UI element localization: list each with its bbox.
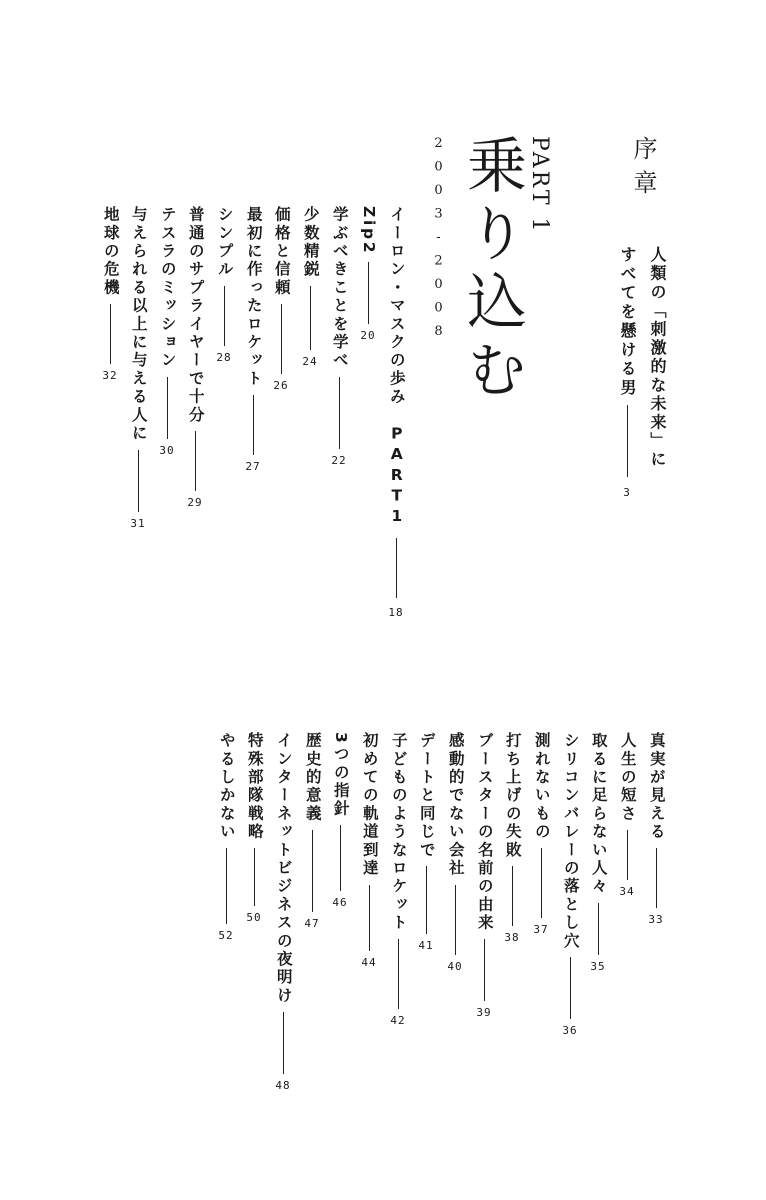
toc-entry[interactable] xyxy=(300,206,320,367)
entry-label: 普通のサプライヤーで十分 xyxy=(186,206,205,425)
page-number: 47 xyxy=(304,917,320,930)
entry-label: 人生の短さ xyxy=(618,732,637,823)
toc-entry[interactable] xyxy=(359,732,379,968)
leader-rule xyxy=(398,939,399,1009)
page-number: 46 xyxy=(332,896,348,910)
toc-entry[interactable] xyxy=(358,206,378,341)
toc-entry[interactable] xyxy=(273,732,293,1091)
leader-rule xyxy=(484,939,485,1001)
part-years: 2003-2008 xyxy=(431,136,446,348)
entry-label: 価格と信頼 xyxy=(272,206,291,297)
jo-heading: 序章 xyxy=(629,136,657,204)
page-number: 44 xyxy=(361,955,377,969)
page-number: 52 xyxy=(218,929,234,943)
entry-label: 取るに足らない人々 xyxy=(589,732,608,896)
page-number: 18 xyxy=(388,605,404,619)
toc-entry[interactable] xyxy=(386,206,406,618)
entry-label: 最初に作ったロケット xyxy=(244,206,263,388)
entry-label: 与えられる以上に与える人に xyxy=(129,206,148,443)
leader-rule xyxy=(426,866,427,934)
page-number: 26 xyxy=(273,379,289,392)
toc-entry[interactable] xyxy=(474,732,494,1018)
page-number: 30 xyxy=(159,443,175,457)
part-title: 乗り込む xyxy=(457,134,527,406)
leader-rule xyxy=(138,450,139,512)
page-number: 34 xyxy=(619,885,635,898)
entry-label: 真実が見える xyxy=(647,732,666,842)
entry-label: ブースターの名前の由来 xyxy=(475,732,494,933)
entry-label: やるしかない xyxy=(217,732,236,842)
toc-entry[interactable] xyxy=(302,732,322,929)
page-number: 31 xyxy=(130,516,146,530)
entry-label: Zip2 xyxy=(359,206,378,256)
toc-entry[interactable] xyxy=(271,206,291,391)
leader-rule xyxy=(396,538,397,598)
page-number: 29 xyxy=(187,496,203,510)
leader-rule xyxy=(541,848,542,918)
page-number: 50 xyxy=(246,911,262,925)
leader-rule xyxy=(224,286,225,346)
toc-entry[interactable] xyxy=(560,732,580,1036)
page-number: 37 xyxy=(533,923,549,937)
entry-label: 子どものようなロケット xyxy=(389,732,408,933)
toc-entry[interactable] xyxy=(416,732,436,951)
part-label: PART 1 xyxy=(527,136,552,235)
toc-entry[interactable] xyxy=(531,732,551,935)
prologue-line-1[interactable]: 人類の「刺激的な未来」に xyxy=(648,246,667,470)
entry-label: インターネットビジネスの夜明け xyxy=(274,732,293,1005)
leader-rule xyxy=(283,1012,284,1074)
toc-entry[interactable] xyxy=(214,206,234,363)
toc-entry[interactable] xyxy=(185,206,205,508)
page-number: 28 xyxy=(216,350,232,364)
entry-label: シリコンバレーの落とし穴 xyxy=(561,732,580,951)
leader-rule xyxy=(656,848,657,908)
entry-label: シンプル xyxy=(215,206,234,279)
leader-rule xyxy=(339,377,340,449)
page-number: 3 xyxy=(623,486,631,499)
leader-rule xyxy=(512,866,513,926)
page-number: 33 xyxy=(648,913,664,927)
leader-rule xyxy=(570,957,571,1019)
entry-label: テスラのミッション xyxy=(158,206,177,370)
leader-rule xyxy=(226,848,227,924)
toc-entry[interactable] xyxy=(445,732,465,972)
toc-entry[interactable] xyxy=(502,732,522,943)
leader-rule xyxy=(368,262,369,324)
entry-label: 初めての軌道到達 xyxy=(360,732,379,878)
leader-rule xyxy=(627,830,628,880)
page-number: 24 xyxy=(302,354,318,368)
toc-entry[interactable] xyxy=(617,732,637,897)
page-number: 35 xyxy=(590,959,606,973)
toc-entry[interactable] xyxy=(157,206,177,456)
page-number: 36 xyxy=(562,1024,578,1038)
entry-label: 学ぶべきことを学べ xyxy=(330,206,349,370)
toc-entry[interactable] xyxy=(646,732,666,925)
page-number: 48 xyxy=(275,1079,291,1092)
leader-rule xyxy=(369,885,370,951)
leader-rule xyxy=(310,286,311,350)
prologue-line-2: すべてを懸ける男 xyxy=(618,246,637,398)
leader-rule xyxy=(455,885,456,955)
page-number: 41 xyxy=(418,939,434,953)
toc-entry[interactable] xyxy=(243,206,263,472)
leader-rule xyxy=(253,395,254,455)
leader-rule xyxy=(598,903,599,955)
toc-entry[interactable] xyxy=(329,206,349,466)
page-number: 32 xyxy=(102,369,118,382)
leader-rule xyxy=(627,405,628,477)
toc-entry[interactable] xyxy=(388,732,408,1026)
leader-rule xyxy=(312,830,313,912)
page-number: 40 xyxy=(447,959,463,973)
entry-label: 特殊部隊戦略 xyxy=(245,732,264,842)
leader-rule xyxy=(195,431,196,491)
page-number: 27 xyxy=(245,460,261,473)
leader-rule xyxy=(281,304,282,374)
toc-entry[interactable] xyxy=(216,732,236,941)
entry-label: 地球の危機 xyxy=(101,206,120,297)
leader-rule xyxy=(254,848,255,906)
entry-label: デートと同じで xyxy=(417,732,436,860)
toc-entry[interactable] xyxy=(100,206,120,381)
leader-rule xyxy=(340,825,341,891)
entry-label: 打ち上げの失敗 xyxy=(503,732,522,860)
entry-label: 3つの指針 xyxy=(331,732,350,819)
page-number: 42 xyxy=(390,1014,406,1028)
entry-label: 歴史的意義 xyxy=(303,732,322,823)
page-number: 38 xyxy=(504,931,520,945)
entry-label: 少数精鋭 xyxy=(301,206,320,279)
leader-rule xyxy=(167,377,168,439)
entry-label: 測れないもの xyxy=(532,732,551,842)
page-number: 20 xyxy=(360,329,376,343)
entry-label: イーロン・マスクの歩み PART1 xyxy=(387,206,406,528)
toc-entry[interactable] xyxy=(244,732,264,923)
leader-rule xyxy=(110,304,111,364)
page-number: 22 xyxy=(331,453,347,467)
prologue-entry[interactable] xyxy=(617,246,637,498)
toc-entry[interactable] xyxy=(128,206,148,529)
toc-entry[interactable] xyxy=(588,732,608,972)
entry-label: 感動的でない会社 xyxy=(446,732,465,878)
toc-entry[interactable] xyxy=(330,732,350,908)
page-number: 39 xyxy=(476,1006,492,1020)
